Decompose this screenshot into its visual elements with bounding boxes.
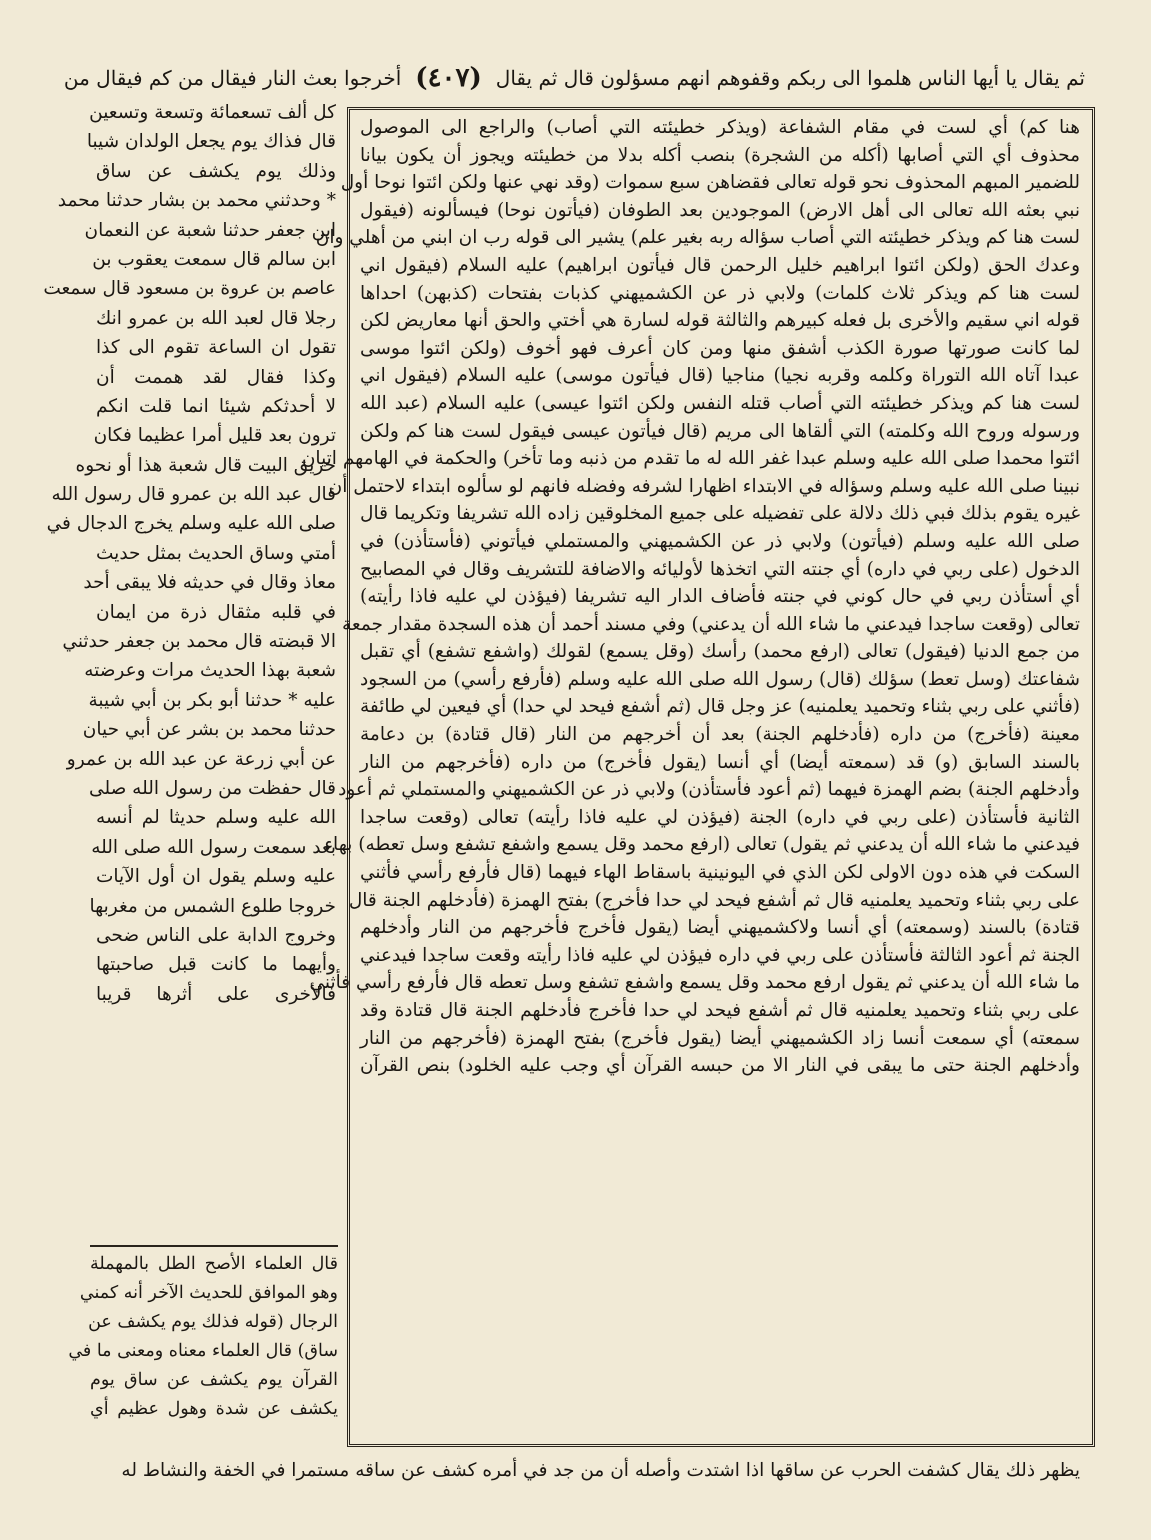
- commentary-line: فيدعني ما شاء الله أن يدعني ثم يقول) تعالى (ارفع محمد وقل يسمع واشفع تشفع وسل تعطه) بهاء: [324, 834, 1080, 856]
- hadith-line: الا قبضته قال محمد بن جعفر حدثني: [62, 631, 336, 653]
- commentary-line: للضمير المبهم المحذوف نحو قوله تعالى فقضاهن سبع سموات (وقد نهي عنها ولكن ائتوا نوحا أول: [340, 172, 1080, 194]
- commentary-line: وأدخلهم الجنة حتى ما يبقى في النار الا من حبسه القرآن أي وجب عليه الخلود) بنص القرآن: [360, 1055, 1080, 1077]
- commentary-line: ائتوا محمدا صلى الله عليه وسلم عبدا غفر الله له ما تقدم من ذنبه وما تأخر) والحكمة في الهامهم اتيان: [301, 448, 1080, 470]
- commentary-line: ورسوله وروح الله وكلمته) التي ألقاها الى مريم (قال فيأتون عيسى فيقول لست هنا كم ولكن: [360, 420, 1080, 442]
- note-line: قال العلماء الأصح الطل بالمهملة: [90, 1254, 338, 1274]
- note-line: يكشف عن شدة وهول عظيم أي: [90, 1399, 338, 1419]
- commentary-line: من جمع الدنيا (فيقول) تعالى (ارفع محمد) رأسك (وقل يسمع) لقولك (واشفع تشفع) أي تقبل: [360, 641, 1080, 663]
- header-left-text: أخرجوا بعث النار فيقال من كم فيقال من: [63, 66, 402, 90]
- commentary-line: بالسند السابق (و) قد (سمعته أيضا) أي أنسا (يقول فأخرج) من داره (فأخرجهم من النار: [360, 751, 1080, 773]
- hadith-line: ابن جعفر حدثنا شعبة عن النعمان: [84, 219, 336, 241]
- hadith-line: رجلا قال لعبد الله بن عمرو انك: [96, 307, 336, 329]
- note-line: ساق) قال العلماء معناه ومعنى ما في: [68, 1341, 338, 1361]
- commentary-line: معينة (فأخرج) من داره (فأدخلهم الجنة) بعد أن أخرجهم من النار (قال قتادة) بن دعامة: [360, 724, 1080, 746]
- hadith-line: الله عليه وسلم حديثا لم أنسه: [96, 807, 336, 829]
- commentary-line: قوله اني سقيم والأخرى بل فعله كبيرهم والثالثة قوله لسارة هي أختي والحق أنها معاريض لكن: [360, 310, 1080, 332]
- hadith-line: بعد سمعت رسول الله صلى الله: [91, 836, 336, 858]
- hadith-line: صلى الله عليه وسلم يخرج الدجال في: [46, 513, 336, 535]
- hadith-line: وأيهما ما كانت قبل صاحبتها: [96, 954, 336, 976]
- hadith-line: معاذ وقال في حديثه فلا يبقى أحد: [83, 572, 336, 594]
- hadith-line: ترون بعد قليل أمرا عظيما فكان: [93, 425, 336, 447]
- hadith-line: خروجا طلوع الشمس من مغربها: [89, 895, 336, 917]
- commentary-line: على ربي بثناء وتحميد يعلمنيه قال ثم أشفع فيحد لي حدا فأخرج فأدخلهم الجنة قال قتادة وقد: [360, 1000, 1080, 1021]
- hadith-line: عن أبي زرعة عن عبد الله بن عمرو: [66, 748, 336, 770]
- commentary-line: صلى الله عليه وسلم (فيأتون) ولابي ذر عن الكشميهني والمستملي فيأتوني (فأستأذن) في: [360, 530, 1080, 552]
- commentary-line: الدخول (على ربي في داره) أي جنته التي اتخذها لأوليائه والاضافة للتشريف وقال في المصابيح: [360, 558, 1080, 580]
- hadith-line: فالأخرى على أثرها قريبا: [96, 983, 336, 1005]
- commentary-line: الثانية فأستأذن (على ربي في داره) الجنة (فيؤذن لي عليه فاذا رأيته) تعالى (وقعت ساجدا: [360, 806, 1080, 828]
- hadith-line: حريق البيت قال شعبة هذا أو نحوه: [75, 454, 336, 476]
- commentary-line: شفاعتك (وسل تعط) سؤلك (قال) رسول الله صلى الله عليه وسلم (فأرفع رأسي) من السجود: [360, 668, 1080, 690]
- hadith-line: لا أحدثكم شيئا انما قلت انكم: [96, 395, 336, 417]
- hadith-line: وكذا فقال لقد هممت أن: [96, 366, 336, 388]
- commentary-line: لست هنا كم ويذكر خطيئته التي أصاب قتله النفس ولكن ائتوا عيسى) عليه السلام (عبد الله: [360, 392, 1080, 414]
- hadith-line: شعبة بهذا الحديث مرات وعرضته: [84, 660, 336, 682]
- commentary-line: (فأثني على ربي بثناء وتحميد يعلمنيه) عز وجل قال (ثم أشفع فيحد لي حدا) أي فيعين لي طائفة: [360, 696, 1080, 718]
- hadith-line: * وحدثني محمد بن بشار حدثنا محمد: [57, 190, 336, 212]
- page-footer: يظهر ذلك يقال كشفت الحرب عن ساقها اذا اشتدت وأصله أن من جد في أمره كشف عن ساقه مستمرا في الخفة والنشاط له: [121, 1460, 1080, 1481]
- hadith-line: أمتي وساق الحديث بمثل حديث: [96, 542, 336, 564]
- header-right-text: ثم يقال يا أيها الناس هلموا الى ربكم وقفوهم انهم مسؤلون قال ثم يقال: [495, 66, 1085, 90]
- commentary-line: الجنة ثم أعود الثالثة فأستأذن على ربي في داره فيؤذن لي عليه فاذا رأيته وقعت ساجدا فيدعني: [360, 944, 1080, 966]
- hadith-line: وذلك يوم يكشف عن ساق: [96, 160, 336, 182]
- hadith-line: وخروج الدابة على الناس ضحى: [96, 924, 336, 946]
- commentary-line: تعالى (وقعت ساجدا فيدعني ما شاء الله أن يدعني) وفي مسند أحمد أن هذه السجدة مقدار جمعة: [341, 613, 1080, 635]
- note-line: القرآن يوم يكشف عن ساق يوم: [90, 1370, 338, 1390]
- hadith-line: عاصم بن عروة بن مسعود قال سمعت: [43, 278, 336, 300]
- page-number: (٤٠٧): [415, 63, 482, 93]
- commentary-line: غيره يقوم بذلك فبي ذلك دلالة على تفضيله على جميع المخلوقين زاده الله تشريفا وتكريما قال: [360, 503, 1080, 525]
- margin-note: [68, 1245, 338, 1457]
- commentary-line: عبدا آتاه الله التوراة وكلمه وقربه نجيا) مناجيا (قال فيأتون موسى) عليه السلام (فيقول اني: [360, 365, 1080, 387]
- commentary-line: وعدك الحق (ولكن ائتوا ابراهيم خليل الرحمن قال فيأتون ابراهيم) عليه السلام (فيقول اني: [360, 254, 1080, 276]
- commentary-line: محذوف أي التي أصابها (أكله من الشجرة) بنصب أكله بدلا من خطيئته ويجوز أن يكون بيانا: [360, 144, 1080, 166]
- commentary-line: هنا كم) أي لست في مقام الشفاعة (ويذكر خطيئته التي أصاب) والراجع الى الموصول: [360, 117, 1080, 138]
- hadith-line: في قلبه مثقال ذرة من ايمان: [96, 601, 336, 623]
- commentary-line: على ربي بثناء وتحميد يعلمنيه قال ثم أشفع فيحد لي حدا فأخرج) بفتح الهمزة (فأدخلهم الجنة قال: [348, 889, 1080, 911]
- hadith-line: قال عبد الله بن عمرو قال رسول الله: [51, 484, 336, 506]
- hadith-line: ابن سالم قال سمعت يعقوب بن: [92, 248, 336, 270]
- hadith-column: [43, 98, 336, 1243]
- hadith-line: كل ألف تسعمائة وتسعة وتسعين: [89, 102, 336, 123]
- commentary-line: لست هنا كم ويذكر ثلاث كلمات) ولابي ذر عن الكشميهني كذبات بفتحات (كذبهن) احداها: [360, 282, 1080, 304]
- page-header: [63, 58, 1085, 98]
- commentary-line: قتادة) بالسند (وسمعته) أي أنسا ولاكشميهني أيضا (يقول فأخرج فأخرجهم من النار وأدخلهم: [360, 917, 1080, 939]
- commentary-line: نبينا صلى الله عليه وسلم وسؤاله في الابتداء اظهارا لشرفه وفضله فانهم لو سألوه ابتداء لاحتمل أن: [328, 475, 1080, 497]
- commentary-line: لما كانت صورتها صورة الكذب أشفق منها ومن كان أعرف فهو أخوف (ولكن ائتوا موسى: [360, 337, 1080, 359]
- hadith-line: قال فذاك يوم يجعل الولدان شيبا: [86, 131, 336, 153]
- commentary-line: وأدخلهم الجنة) بضم الهمزة فيهما (ثم أعود فأستأذن) ولابي ذر عن الكشميهني والمستملي ثم أعود: [338, 779, 1080, 801]
- commentary-line: نبي بعثه الله تعالى الى أهل الارض) الموجودين بعد الطوفان (فيأتون نوحا) فيسألونه (فيقول: [360, 199, 1080, 221]
- note-line: الرجال (قوله فذلك يوم يكشف عن: [88, 1312, 338, 1332]
- note-line: وهو الموافق للحديث الآخر أنه كمني: [79, 1283, 338, 1303]
- commentary-line: السكت في هذه دون الاولى لكن الذي في اليونينية باسقاط الهاء فيهما (قال فأرفع رأسي فأثني: [360, 862, 1080, 884]
- hadith-line: عليه * حدثنا أبو بكر بن أبي شيبة: [88, 689, 336, 711]
- commentary-frame: [301, 107, 1095, 1447]
- hadith-line: حدثنا محمد بن بشر عن أبي حيان: [82, 719, 336, 741]
- hadith-line: عليه وسلم يقول ان أول الآيات: [96, 866, 336, 888]
- commentary-line: سمعته) أي سمعت أنسا زاد الكشميهني أيضا (يقول فأخرج) بفتح الهمزة (فأخرجهم من النار: [360, 1027, 1080, 1049]
- commentary-line: لست هنا كم ويذكر خطيئته التي أصاب سؤاله ربه بغير علم) يشير الى قوله رب ان ابني من أهلي وان: [315, 227, 1080, 249]
- commentary-line: أي أستأذن ربي في حال كوني في جنته فأضاف الدار اليه تشريفا (فيؤذن لي عليه فاذا رأيته): [360, 586, 1080, 608]
- commentary-line: ما شاء الله أن يدعني ثم يقول ارفع محمد وقل يسمع واشفع تشفع وسل تعطه قال فأرفع رأسي فأثني: [309, 972, 1080, 994]
- hadith-line: قال حفظت من رسول الله صلى: [89, 777, 336, 799]
- hadith-line: تقول ان الساعة تقوم الى كذا: [96, 337, 336, 359]
